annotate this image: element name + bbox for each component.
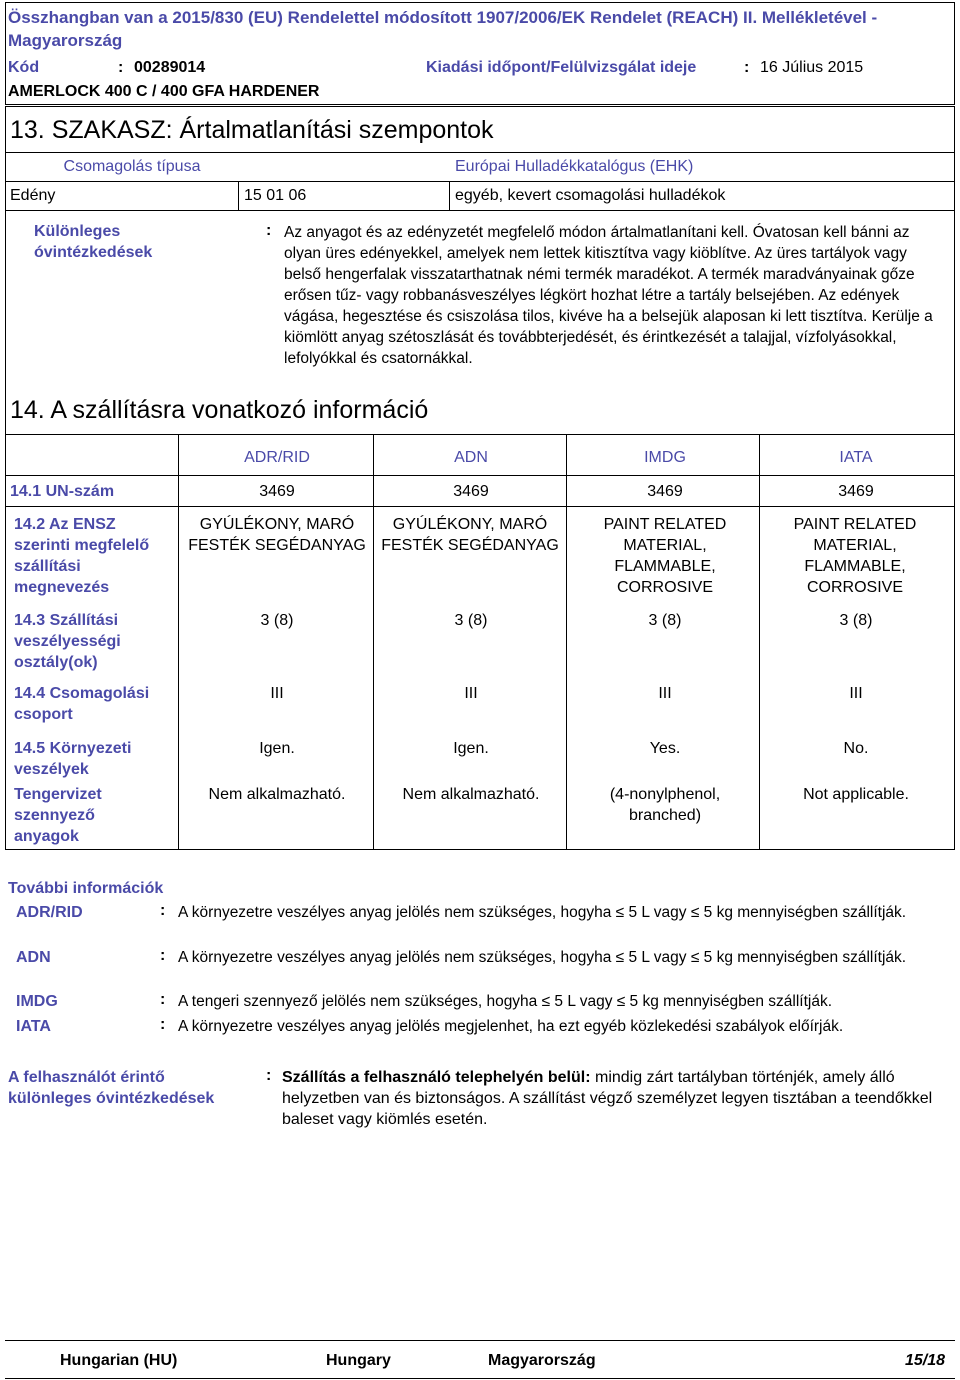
- ewc-table-rule-top: [5, 181, 955, 182]
- section-14-title: 14. A szállításra vonatkozó információ: [10, 396, 429, 424]
- further-info-colon-adr-rid: :: [160, 902, 166, 919]
- special-precautions-label: Különleges óvintézkedések: [34, 223, 153, 261]
- footer-rule-bottom: [5, 1378, 955, 1379]
- footer-language: Hungarian (HU): [60, 1352, 178, 1369]
- code-label: Kód: [8, 59, 40, 76]
- ewc-code: 15 01 06: [244, 187, 307, 204]
- further-info-label-adn: ADN: [16, 949, 51, 966]
- user-precautions-body: mindig zárt tartályban történjék, amely álló helyzetben van és biztonságos. A szállítást végző személyzet legyen tisztában a teendőkkel baleset vagy kiömlés esetén.: [282, 1069, 933, 1128]
- un-number-imdg: 3469: [647, 483, 683, 500]
- transport-table-rule-2: [5, 506, 955, 507]
- section-13-rule: [5, 152, 955, 153]
- packing-group-adr-rid: III: [270, 685, 284, 702]
- ewc-table-rule-bottom: [5, 210, 955, 211]
- further-info-colon-imdg: :: [160, 991, 166, 1008]
- environmental-hazards-iata: No.: [843, 740, 869, 757]
- marine-pollutant-iata: Not applicable.: [803, 786, 909, 803]
- code-value: 00289014: [134, 59, 206, 76]
- row-label-un-number: 14.1 UN-szám: [10, 483, 115, 500]
- section-13-title: 13. SZAKASZ: Ártalmatlanítási szempontok: [10, 116, 494, 144]
- un-number-iata: 3469: [838, 483, 874, 500]
- further-info-text-adr-rid: A környezetre veszélyes anyag jelölés nem szükséges, hogyha ≤ 5 L vagy ≤ 5 kg mennyiségben szállítják.: [178, 904, 907, 921]
- hazard-class-adr-rid: 3 (8): [260, 612, 294, 629]
- further-info-colon-adn: :: [160, 947, 166, 964]
- packing-group-imdg: III: [658, 685, 672, 702]
- issue-date-value: 16 Július 2015: [760, 59, 864, 76]
- ewc-description: egyéb, kevert csomagolási hulladékok: [455, 187, 726, 204]
- marine-pollutant-adn: Nem alkalmazható.: [402, 786, 540, 803]
- user-precautions-text: [282, 1067, 947, 1130]
- mode-header-adn: ADN: [454, 449, 488, 466]
- special-precautions-colon: :: [266, 222, 272, 239]
- further-info-label-adr-rid: ADR/RID: [16, 904, 83, 921]
- mode-header-imdg: IMDG: [644, 449, 686, 466]
- un-number-adr-rid: 3469: [259, 483, 295, 500]
- further-info-text-imdg: A tengeri szennyező jelölés nem szükséges, hogyha ≤ 5 L vagy ≤ 5 kg mennyiségben szállítják.: [178, 993, 833, 1010]
- further-info-text-adn: A környezetre veszélyes anyag jelölés nem szükséges, hogyha ≤ 5 L vagy ≤ 5 kg mennyiségben szállítják.: [178, 949, 907, 966]
- further-info-label-iata: IATA: [16, 1018, 51, 1035]
- marine-pollutant-adr-rid: Nem alkalmazható.: [208, 786, 346, 803]
- row-label-marine-pollutant: Tengervizet szennyező anyagok: [14, 786, 102, 845]
- row-label-environmental-hazards: 14.5 Környezeti veszélyek: [14, 740, 132, 778]
- footer-country: Hungary: [326, 1352, 391, 1369]
- mode-header-adr-rid: ADR/RID: [244, 449, 310, 466]
- issue-date-label: Kiadási időpont/Felülvizsgálat ideje: [426, 59, 697, 76]
- hazard-class-iata: 3 (8): [839, 612, 873, 629]
- special-precautions-text: Az anyagot és az edényzetét megfelelő módon ártalmatlanítani kell. Óvatosan kell bánni az olyan üres edényekkel, amelyek nem lettek kitisztítva vagy kiöblítve. Az üres tartályok vagy belső hengerfalak visszatarthatnak némi termék maradékot. A termék maradványainak gőze erősen tűz- vagy robbanásveszélyes légkört hozhat létre a tartály belsejében. Az edények vágása, hegesztése és csiszolása tilos, kivéve ha a belsejük alaposan ki lett tisztítva. Kerülje a kiömlött anyag szétoszlását és továbbterjedését, és érintkezését a talajjal, vízfolyásokkal, lefolyókkal és csatornákkal.: [284, 224, 933, 367]
- issue-date-colon: :: [744, 59, 750, 76]
- environmental-hazards-imdg: Yes.: [649, 740, 681, 757]
- section-14-rule: [5, 434, 955, 435]
- footer-page-number: 15/18: [905, 1352, 946, 1369]
- environmental-hazards-adr-rid: Igen.: [259, 740, 295, 757]
- footer-country-hu: Magyarország: [488, 1352, 596, 1369]
- code-colon: :: [118, 59, 124, 76]
- shipping-name-imdg: PAINT RELATED MATERIAL, FLAMMABLE, CORROSIVE: [603, 516, 727, 596]
- environmental-hazards-adn: Igen.: [453, 740, 489, 757]
- shipping-name-adr-rid: GYÚLÉKONY, MARÓ FESTÉK SEGÉDANYAG: [188, 516, 366, 554]
- packing-group-adn: III: [464, 685, 478, 702]
- hazard-class-imdg: 3 (8): [648, 612, 682, 629]
- packaging-type-header: Csomagolás típusa: [63, 158, 201, 175]
- shipping-name-iata: PAINT RELATED MATERIAL, FLAMMABLE, CORROSIVE: [793, 516, 917, 596]
- footer-rule-top: [5, 1340, 955, 1341]
- hazard-class-adn: 3 (8): [454, 612, 488, 629]
- user-precautions-label: A felhasználót érintő különleges óvintézkedések: [8, 1069, 215, 1107]
- ewc-table-divider-2: [449, 181, 450, 210]
- shipping-name-adn: GYÚLÉKONY, MARÓ FESTÉK SEGÉDANYAG: [381, 516, 559, 554]
- transport-table-divider-1: [178, 435, 179, 506]
- ewc-table-divider-1: [238, 181, 239, 210]
- packaging-type-value: Edény: [10, 187, 56, 204]
- row-label-packing-group: 14.4 Csomagolási csoport: [14, 685, 150, 723]
- regulation-title: Összhangban van a 2015/830 (EU) Rendelettel módosított 1907/2006/EK Rendelet (REACH) II. Mellékletével - Magyarország: [8, 8, 878, 50]
- packing-group-iata: III: [849, 685, 863, 702]
- user-precautions-colon: :: [266, 1067, 272, 1084]
- further-info-label-imdg: IMDG: [16, 993, 58, 1010]
- row-label-hazard-class: 14.3 Szállítási veszélyességi osztály(ok): [14, 612, 121, 671]
- further-info-colon-iata: :: [160, 1016, 166, 1033]
- user-precautions-bold: Szállítás a felhasználó telephelyén belül:: [282, 1069, 591, 1086]
- transport-table-rule-1: [5, 475, 955, 476]
- product-name: AMERLOCK 400 C / 400 GFA HARDENER: [8, 83, 320, 100]
- un-number-adn: 3469: [453, 483, 489, 500]
- row-label-shipping-name: 14.2 Az ENSZ szerinti megfelelő szállítási megnevezés: [14, 516, 150, 596]
- marine-pollutant-imdg: (4-nonylphenol, branched): [609, 786, 721, 824]
- ewc-header: Európai Hulladékkatalógus (EHK): [455, 158, 694, 175]
- transport-table-divider-1b: [178, 506, 179, 849]
- further-info-text-iata: A környezetre veszélyes anyag jelölés megjelenhet, ha ezt egyéb közlekedési szabályok előírják.: [178, 1018, 844, 1035]
- mode-header-iata: IATA: [839, 449, 873, 466]
- further-info-title: További információk: [8, 880, 164, 897]
